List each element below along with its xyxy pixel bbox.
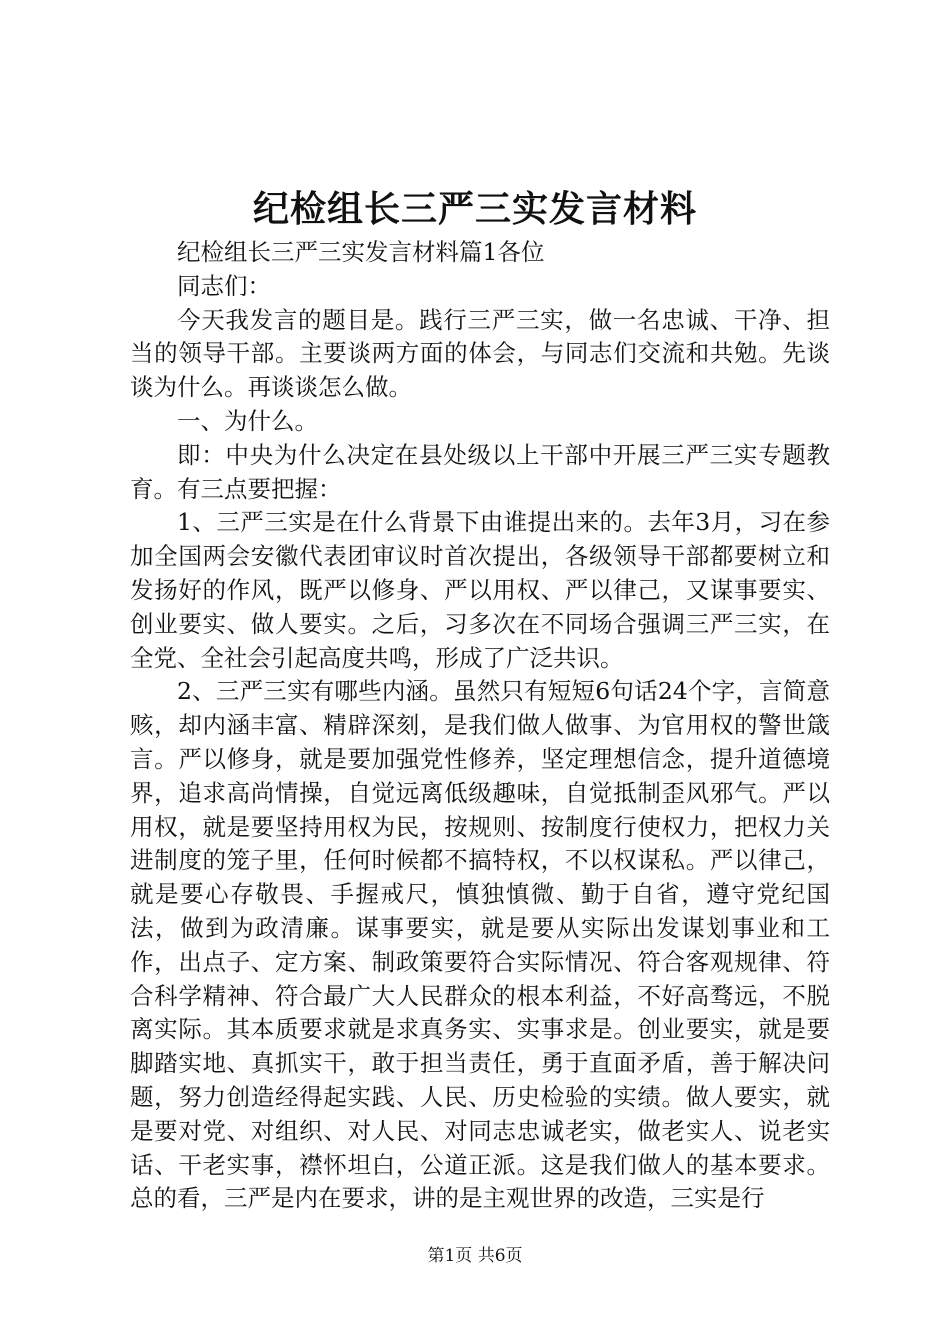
paragraph-section-heading: 一、为什么。 (177, 406, 318, 435)
paragraph-section-lead: 即：中央为什么决定在县处级以上干部中开展三严三实专题教育。有三点要把握： (130, 440, 830, 503)
paragraph-point-2: 2、三严三实有哪些内涵。虽然只有短短6句话24个字，言简意赅，却内涵丰富、精辟深刻，是我们做人做事、为官用权的警世箴言。严以修身，就是要加强党性修养，坚定理想信念，提升道德境界，追求高尚情操，自觉远离低级趣味，自觉抵制歪风邪气。严以用权，就是要坚持用权为民，按规则、按制度行使权力，把权力关进制度的笼子里，任何时候都不搞特权，不以权谋私。严以律己，就是要心存敬畏、手握戒尺，慎独慎微、勤于自省，遵守党纪国法，做到为政清廉。谋事要实，就是要从实际出发谋划事业和工作，出点子、定方案、制政策要符合实际情况、符合客观规律、符合科学精神、符合最广大人民群众的根本利益，不好高骛远，不脱离实际。其本质要求就是求真务实、实事求是。创业要实，就是要脚踏实地、真抓实干，敢于担当责任，勇于直面矛盾，善于解决问题，努力创造经得起实践、人民、历史检验的实绩。做人要实，就是要对党、对组织、对人民、对同志忠诚老实，做老实人、说老实话、干老实事，襟怀坦白，公道正派。这是我们做人的基本要求。总的看，三严是内在要求，讲的是主观世界的改造，三实是行 (130, 677, 830, 1213)
page-number: 第1页 共6页 (427, 1246, 523, 1266)
document-title: 纪检组长三严三实发言材料 (252, 188, 697, 230)
document-body (130, 236, 830, 1216)
paragraph-salutation: 同志们： (177, 271, 271, 300)
paragraph-point-1: 1、三严三实是在什么背景下由谁提出来的。去年3月，习在参加全国两会安徽代表团审议时首次提出，各级领导干部都要树立和发扬好的作风，既严以修身、严以用权、严以律己，又谋事要实、创业要实、做人要实。之后，习多次在不同场合强调三严三实，在全党、全社会引起高度共鸣，形成了广泛共识。 (130, 508, 830, 672)
paragraph-intro: 今天我发言的题目是。践行三严三实，做一名忠诚、干净、担当的领导干部。主要谈两方面的体会，与同志们交流和共勉。先谈谈为什么。再谈谈怎么做。 (130, 305, 830, 402)
paragraph-heading-line: 纪检组长三严三实发言材料篇1各位 (177, 238, 545, 266)
